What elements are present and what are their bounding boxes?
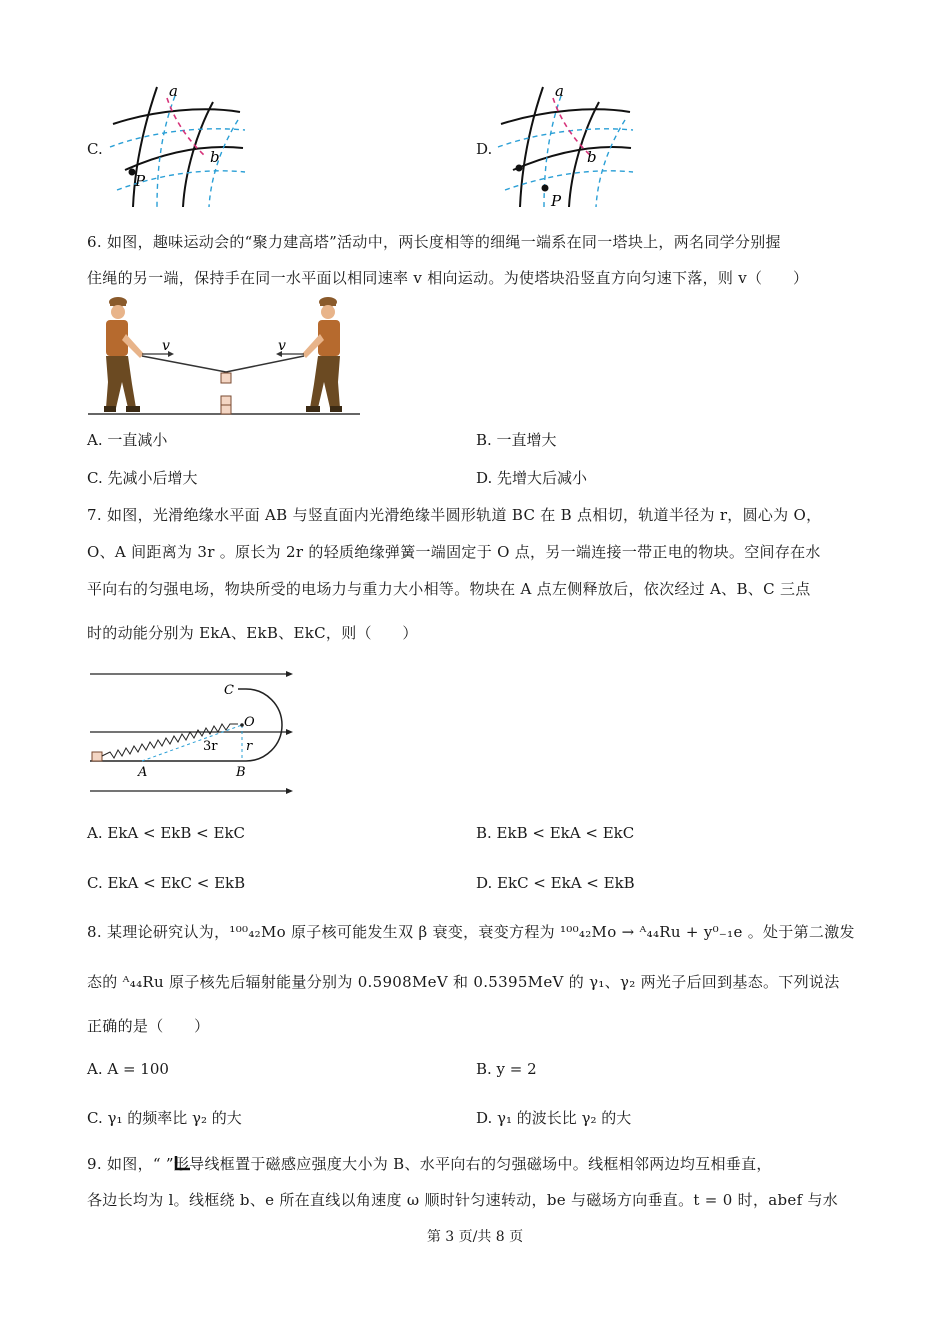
q9-stem-line1: 9. 如图，“ ”形导线框置于磁感应强度大小为 B、水平向右的匀强磁场中。线框相邻两边均互相垂直， xyxy=(87,1155,772,1173)
q6-option-a: A. 一直减小 xyxy=(87,431,168,449)
q6-stem-line1: 6. 如图，趣味运动会的“聚力建高塔”活动中，两长度相等的细绳一端系在同一塔块上，两名同学分别握 xyxy=(87,233,781,251)
q7-stem-line4: 时的动能分别为 EkA、EkB、EkC，则（ ） xyxy=(87,624,418,642)
q7-label-a: A xyxy=(138,765,148,780)
q8-option-c: C. γ₁ 的频率比 γ₂ 的大 xyxy=(87,1109,242,1127)
q7-option-b: B. EkB < EkA < EkC xyxy=(476,824,635,842)
right-student-figure xyxy=(302,297,342,412)
q5-option-c-diagram xyxy=(105,82,255,212)
l-shaped-frame-icon xyxy=(172,1153,194,1173)
q7-stem-line1: 7. 如图，光滑绝缘水平面 AB 与竖直面内光滑绝缘半圆形轨道 BC 在 B 点相切，轨道半径为 r，圆心为 O， xyxy=(87,506,822,524)
page-footer: 第 3 页/共 8 页 xyxy=(426,1229,524,1245)
q7-label-r: r xyxy=(246,739,253,754)
q5-option-d-letter: D. xyxy=(476,140,493,158)
q8-stem-line3: 正确的是（ ） xyxy=(87,1017,210,1035)
q7-label-c: C xyxy=(224,683,234,698)
q8-stem-line2: 态的 ᴬ₄₄Ru 原子核先后辐射能量分别为 0.5908MeV 和 0.5395MeV 的 γ₁、γ₂ 两光子后回到基态。下列说法 xyxy=(87,973,840,991)
q6-figure xyxy=(86,296,366,420)
q5-option-c-letter: C. xyxy=(87,140,103,158)
q5-d-label-p: P xyxy=(551,192,562,210)
q6-stem-line2: 住绳的另一端，保持手在同一水平面以相同速率 v 相向运动。为使塔块沿竖直方向匀速下落，则 v（ ） xyxy=(87,269,809,287)
q7-option-c: C. EkA < EkC < EkB xyxy=(87,874,246,892)
left-student-figure xyxy=(104,297,144,412)
q9-stem-line2: 各边长均为 l。线框绕 b、e 所在直线以角速度 ω 顺时针匀速转动，be 与磁场方向垂直。t = 0 时，abef 与水 xyxy=(87,1191,839,1209)
q7-figure xyxy=(86,664,300,800)
q7-label-b: B xyxy=(236,765,246,780)
q5-c-label-p: P xyxy=(135,172,146,190)
q6-option-b: B. 一直增大 xyxy=(476,431,557,449)
q6-velocity-label-left: v xyxy=(162,338,170,354)
q7-option-d: D. EkC < EkA < EkB xyxy=(476,874,635,892)
q7-stem-line3: 平向右的匀强电场，物块所受的电场力与重力大小相等。物块在 A 点左侧释放后，依次经过 A、B、C 三点 xyxy=(87,580,811,598)
q8-option-b: B. y = 2 xyxy=(476,1060,537,1078)
q7-stem-line2: O、A 间距离为 3r 。原长为 2r 的轻质绝缘弹簧一端固定于 O 点，另一端连接一带正电的物块。空间存在水 xyxy=(87,543,821,561)
q7-label-3r: 3r xyxy=(203,739,218,754)
q6-option-c: C. 先减小后增大 xyxy=(87,469,198,487)
q5-d-label-b: b xyxy=(587,148,597,166)
q5-c-label-a: a xyxy=(169,82,178,100)
q6-velocity-label-right: v xyxy=(278,338,286,354)
q8-option-a: A. A = 100 xyxy=(87,1060,169,1078)
q8-stem-line1: 8. 某理论研究认为，¹⁰⁰₄₂Mo 原子核可能发生双 β 衰变，衰变方程为 ¹⁰⁰₄₂Mo → ᴬ₄₄Ru + y⁰₋₁e 。处于第二激发 xyxy=(87,923,855,941)
q5-c-label-b: b xyxy=(210,148,220,166)
q7-option-a: A. EkA < EkB < EkC xyxy=(87,824,246,842)
q5-option-d-diagram xyxy=(495,82,645,212)
q7-label-o: O xyxy=(244,715,255,730)
q5-d-label-a: a xyxy=(555,82,564,100)
q8-option-d: D. γ₁ 的波长比 γ₂ 的大 xyxy=(476,1109,632,1127)
q6-option-d: D. 先增大后减小 xyxy=(476,469,588,487)
